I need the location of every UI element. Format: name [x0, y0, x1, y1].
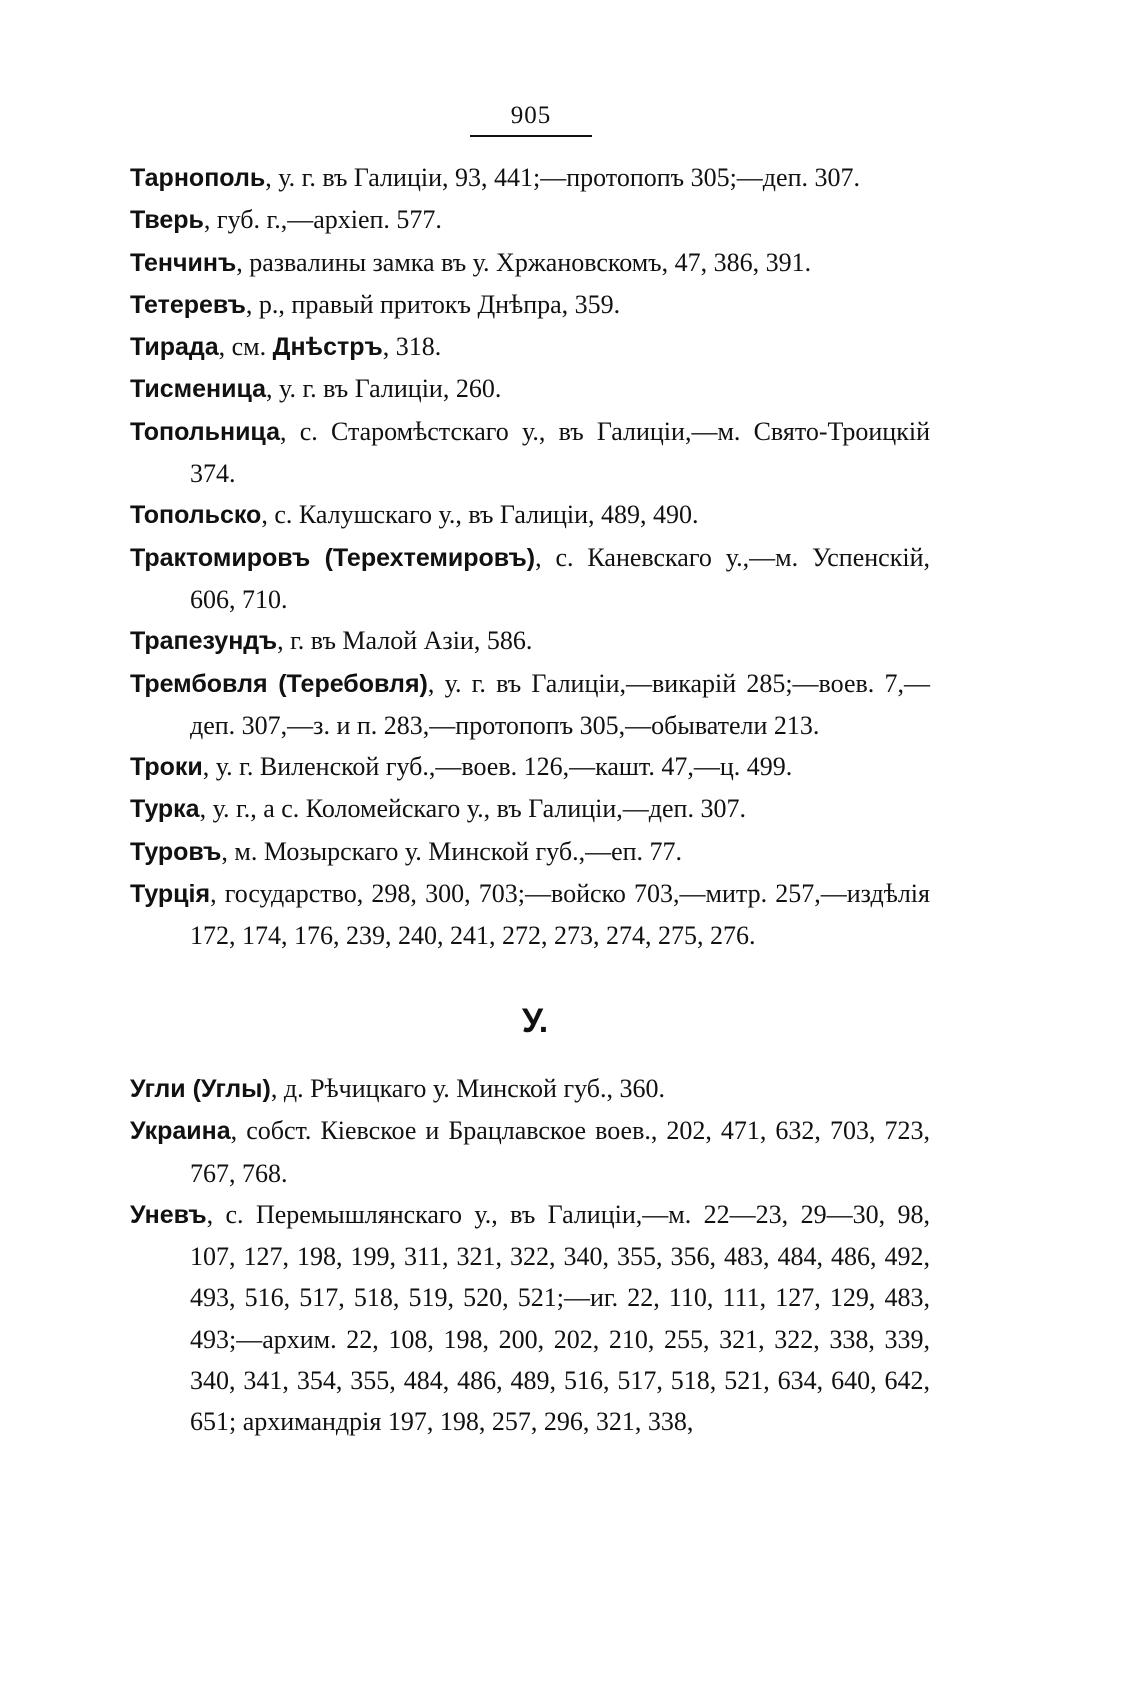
entry-text: , см.: [218, 332, 273, 362]
entry-text: , д. Рѣчицкаго у. Минской губ., 360.: [270, 1074, 666, 1103]
entry-text: , р., правый притокъ Днѣпра, 359.: [245, 289, 621, 319]
index-entry: [130, 411, 930, 495]
entry-heading: Троки: [130, 753, 203, 782]
index-entry: [130, 242, 930, 284]
entry-text: , м. Мозырскаго у. Минской губ.,—еп. 77.: [221, 836, 683, 866]
index-entry: [130, 1068, 930, 1110]
index-entry: [130, 788, 930, 830]
entry-text: , губ. г.,—архіеп. 577.: [203, 205, 442, 235]
entry-heading: Уневъ: [130, 1200, 207, 1229]
entry-text: , с. Калушскаго у., въ Галиціи, 489, 490.: [261, 500, 699, 530]
entry-heading: Тверь: [130, 206, 204, 235]
entry-heading: Трактомировъ (Терехтемировъ): [130, 543, 536, 572]
section-letter-heading: У.: [521, 1002, 549, 1040]
index-entry: [130, 284, 930, 326]
page-number: 905: [510, 102, 552, 129]
entry-text: , у. г. въ Галиціи, 93, 441;—протопопъ 305;—деп. 307.: [265, 163, 860, 192]
entry-heading: Топольско: [130, 501, 262, 530]
entry-text: , у. г. въ Галиціи,—викарій 285;—воев. 7,—деп. 307,—з. и п. 283,—протопопъ 305,—обыватели 213.: [190, 668, 931, 740]
entry-heading: Тарнополь: [130, 164, 266, 192]
index-entry: [130, 199, 930, 241]
index-entry: [130, 873, 930, 957]
entry-heading: Топольница: [130, 417, 281, 446]
index-entry: [130, 326, 930, 368]
entry-heading: Украина: [130, 1117, 231, 1146]
index-entries-t: [130, 157, 930, 957]
entry-heading: Угли (Углы): [130, 1075, 271, 1103]
index-entry: [130, 1194, 930, 1443]
index-entry: [130, 746, 930, 788]
entry-heading: Турція: [130, 880, 211, 909]
entry-text: , государство, 298, 300, 703;—войско 703,—митр. 257,—издѣлія 172, 174, 176, 239, 240, 241, 272, 273, 274, 275, 276.: [190, 879, 930, 951]
entry-text: , 318.: [382, 332, 442, 362]
entry-heading: Туровъ: [130, 837, 222, 866]
entry-heading: Трапезундъ: [130, 627, 278, 656]
entry-heading: Трембовля (Теребовля): [130, 669, 428, 698]
index-entries-u: [130, 1068, 930, 1443]
index-entry: [130, 831, 930, 873]
index-entry: [130, 1110, 930, 1194]
entry-text: , собст. Кіевское и Брацлавское воев., 202, 471, 632, 703, 723, 767, 768.: [190, 1116, 930, 1188]
entry-heading: Тирада: [130, 333, 219, 362]
entry-text: , развалины замка въ у. Хржановскомъ, 47, 386, 391.: [236, 247, 812, 277]
index-entry: [130, 620, 930, 662]
entry-text: , с. Перемышлянскаго у., въ Галиціи,—м. 22—23, 29—30, 98, 107, 127, 198, 199, 311, 321, 322, 340, 355, 356, 483, 484, 486, 492, 493, 516, 517, 518, 519, 520, 521;—иг. 22, 110, 111, 127, 129, 483, 493;—архим. 22, 108, 198, 200, 202, 210, 255, 321, 322, 338, 339, 340, 341, 354, 355, 484, 486, 489, 516, 517, 518, 521, 634, 640, 642, 651; архимандрія 197, 198, 257, 296, 321, 338,: [190, 1199, 930, 1437]
index-entry: [130, 663, 930, 747]
entry-heading: Тетеревъ: [130, 290, 246, 319]
index-entry: [130, 368, 930, 410]
entry-cross-reference: Днѣстръ: [272, 333, 383, 362]
index-entry: [130, 537, 930, 621]
entry-text: , с. Старомѣстскаго у., въ Галиціи,—м. Свято-Троицкій 374.: [190, 416, 930, 489]
entry-text: , у. г. Виленской губ.,—воев. 126,—кашт. 47,—ц. 499.: [202, 752, 793, 782]
entry-heading: Турка: [130, 795, 200, 824]
entry-text: , с. Каневскаго у.,—м. Успенскій, 606, 710.: [190, 542, 930, 614]
index-entry: [130, 494, 930, 536]
index-entry: [130, 157, 930, 199]
entry-heading: Тенчинъ: [130, 248, 237, 277]
entry-text: , г. въ Малой Азіи, 586.: [277, 626, 533, 656]
entry-heading: Тисменица: [130, 375, 267, 404]
page-number-rule: [470, 135, 592, 137]
entry-text: , у. г., а с. Коломейскаго у., въ Галиціи,—деп. 307.: [199, 794, 746, 824]
entry-text: , у. г. въ Галиціи, 260.: [266, 374, 502, 404]
